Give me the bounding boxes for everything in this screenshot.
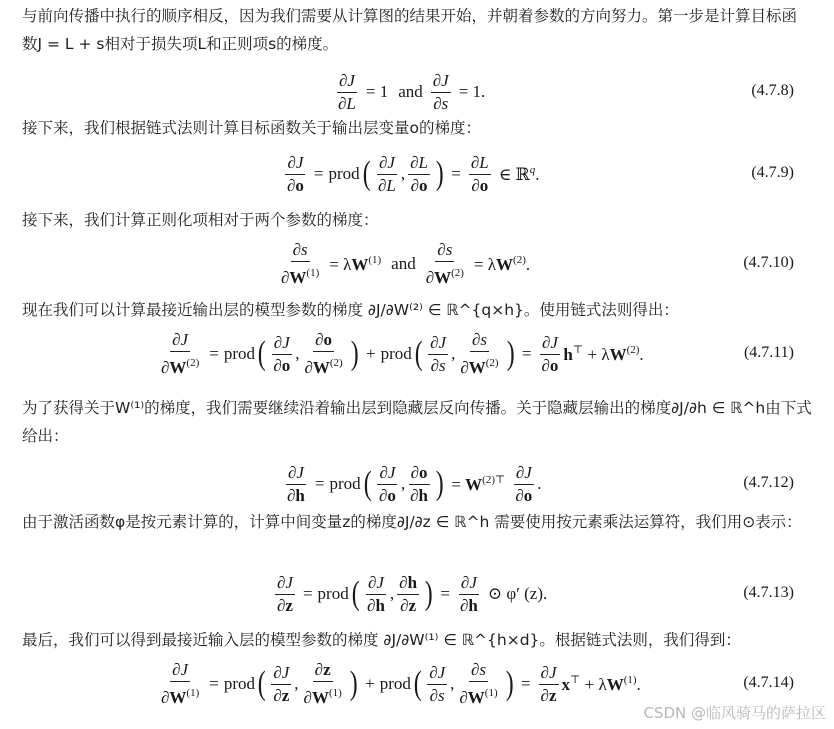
paragraph-w1-intro: 为了获得关于W⁽¹⁾的梯度，我们需要继续沿着输出层到隐藏层反向传播。关于隐藏层输出的梯度∂J/∂h ∈ ℝ^h由下式给出： xyxy=(22,399,812,445)
equation-4-7-13: $\frac{\partial J}{\partial z}$ = prod ( $\frac{\partial J}{\partial h}$ , $\frac{\partial h}{\partial z}$ ) = $\frac{\partial J}{\partial h}$ ⊙ φ′ (z). (4.7.13) xyxy=(277,572,794,615)
paragraph-w2-gradient: 现在我们可以计算最接近输出层的模型参数的梯度 ∂J/∂W⁽²⁾ ∈ ℝ^{q×h}。使用链式法则得出： xyxy=(22,301,679,319)
equation-number: (4.7.9) xyxy=(751,164,794,181)
equation-number: (4.7.13) xyxy=(743,584,794,601)
paragraph-regularization: 接下来，我们计算正则化项相对于两个参数的梯度： xyxy=(22,211,379,229)
equation-number: (4.7.14) xyxy=(743,674,794,691)
equation-number: (4.7.12) xyxy=(743,474,794,491)
paragraph-activation: 由于激活函数φ是按元素计算的，计算中间变量z的梯度∂J/∂z ∈ ℝ^h 需要使用按元素乘法运算符，我们用⊙表示： xyxy=(22,513,802,531)
equation-4-7-9: $\frac{\partial J}{\partial o}$ = prod ( $\frac{\partial J}{\partial L}$ , $\frac{\partial L}{\partial o}$ ) = $\frac{\partial L}{\partial o}$ ∈ ℝ$^q$. (4.7.9) xyxy=(287,152,794,195)
paragraph-w1-gradient: 最后，我们可以得到最接近输入层的模型参数的梯度 ∂J/∂W⁽¹⁾ ∈ ℝ^{h×d}。根据链式法则，我们得到： xyxy=(22,631,741,649)
paragraph-intro: 与前向传播中执行的顺序相反，因为我们需要从计算图的结果开始，并朝着参数的方向努力。第一步是计算目标函数J = L + s相对于损失项L和正则项s的梯度。 xyxy=(22,7,798,53)
paragraph-output-gradient: 接下来，我们根据链式法则计算目标函数关于输出层变量o的梯度： xyxy=(22,119,481,137)
equation-4-7-8: $\frac{\partial J}{\partial L}$ = 1 and $\frac{\partial J}{\partial s}$ = 1. (4.7.8) xyxy=(338,70,794,113)
equation-number: (4.7.11) xyxy=(743,344,794,361)
equation-4-7-12: $\frac{\partial J}{\partial h}$ = prod ( $\frac{\partial J}{\partial o}$ , $\frac{\partial o}{\partial h}$ ) = $W^{(2)⊤}$ $\frac{\partial J}{\partial o}$ . (4.7.12) xyxy=(287,462,794,505)
equation-4-7-14: $\frac{\partial J}{\partial W^{(1)}}$ = prod ( $\frac{\partial J}{\partial z}$ , $\frac{\partial z}{\partial W^{(1)}}$ ) + prod ( $\frac{\partial J}{\partial s}$ , $\frac{\partial s}{\partial W^{(1)}}$ ) = $\frac{\partial J}{\partial z}$ $x^⊤ + \lambda W^{(1)}$. (4.7.14) xyxy=(161,660,794,707)
equation-4-7-11: $\frac{\partial J}{\partial W^{(2)}}$ = prod ( $\frac{\partial J}{\partial o}$ , $\frac{\partial o}{\partial W^{(2)}}$ ) + prod ( $\frac{\partial J}{\partial s}$ , $\frac{\partial s}{\partial W^{(2)}}$ ) = $\frac{\partial J}{\partial o}$ $h^⊤ + \lambda W^{(2)}$. (4.7.11) xyxy=(161,330,794,377)
equation-number: (4.7.10) xyxy=(743,254,794,271)
watermark: CSDN @临风骑马的萨拉区 xyxy=(643,704,826,722)
equation-4-7-10: $\frac{\partial s}{\partial W^{(1)}}$ = $\lambda W^{(1)}$ and $\frac{\partial s}{\partial W^{(2)}}$ = $\lambda W^{(2)}$. (4.7.10) xyxy=(281,240,794,287)
equation-number: (4.7.8) xyxy=(751,82,794,99)
